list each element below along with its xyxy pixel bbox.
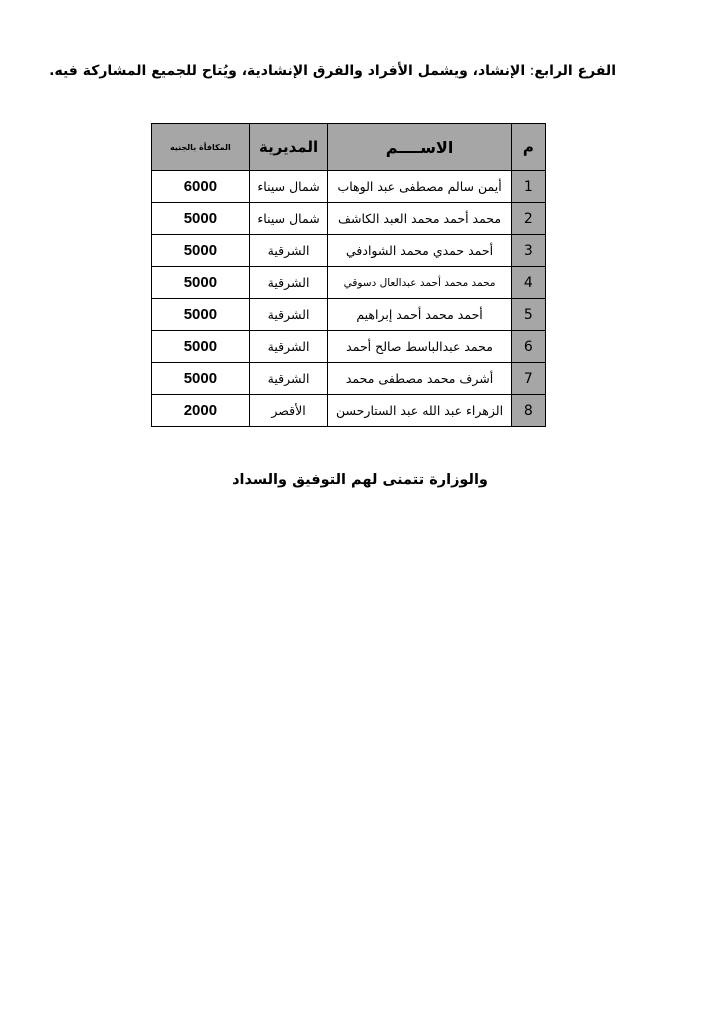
- row-number: 7: [511, 363, 545, 395]
- row-name: أيمن سالم مصطفى عبد الوهاب: [328, 171, 511, 203]
- header-directorate: المديرية: [249, 124, 328, 171]
- section-heading: [49, 58, 616, 84]
- row-name: محمد عبدالباسط صالح أحمد: [328, 331, 511, 363]
- row-number: 3: [511, 235, 545, 267]
- section-heading-label: الفرع الرابع: [534, 63, 616, 79]
- table-row: [152, 331, 546, 363]
- table-row: [152, 171, 546, 203]
- row-number: 2: [511, 203, 545, 235]
- row-directorate: الشرقية: [249, 235, 328, 267]
- row-prize: 5000: [152, 299, 250, 331]
- header-prize: المكافأة بالجنيه: [152, 124, 250, 171]
- header-number: م: [511, 124, 545, 171]
- row-name: محمد أحمد محمد العبد الكاشف: [328, 203, 511, 235]
- table-header-row: [152, 124, 546, 171]
- row-name: محمد محمد أحمد عبدالعال دسوقي: [328, 267, 511, 299]
- row-number: 8: [511, 395, 545, 427]
- winners-table: [151, 123, 546, 427]
- section-heading-text: الإنشاد، ويشمل الأفراد والفرق الإنشادية، ويُتاح للجميع المشاركة فيه.: [49, 63, 526, 79]
- row-prize: 5000: [152, 267, 250, 299]
- row-prize: 2000: [152, 395, 250, 427]
- table-row: [152, 363, 546, 395]
- row-number: 6: [511, 331, 545, 363]
- closing-statement: والوزارة تتمنى لهم التوفيق والسداد: [232, 472, 488, 488]
- row-name: أحمد حمدي محمد الشوادفي: [328, 235, 511, 267]
- row-directorate: الشرقية: [249, 299, 328, 331]
- table-row: [152, 395, 546, 427]
- row-directorate: شمال سيناء: [249, 203, 328, 235]
- row-directorate: الشرقية: [249, 331, 328, 363]
- row-number: 1: [511, 171, 545, 203]
- row-prize: 5000: [152, 331, 250, 363]
- row-number: 5: [511, 299, 545, 331]
- table-row: [152, 267, 546, 299]
- row-number: 4: [511, 267, 545, 299]
- row-name: أشرف محمد مصطفى محمد: [328, 363, 511, 395]
- table-row: [152, 299, 546, 331]
- row-name: الزهراء عبد الله عبد الستارحسن: [328, 395, 511, 427]
- row-directorate: الشرقية: [249, 267, 328, 299]
- table-row: [152, 203, 546, 235]
- row-prize: 5000: [152, 363, 250, 395]
- row-prize: 6000: [152, 171, 250, 203]
- table-row: [152, 235, 546, 267]
- header-name: الاســــم: [328, 124, 511, 171]
- section-heading-separator: :: [525, 63, 535, 79]
- row-directorate: شمال سيناء: [249, 171, 328, 203]
- row-directorate: الأقصر: [249, 395, 328, 427]
- row-prize: 5000: [152, 235, 250, 267]
- row-directorate: الشرقية: [249, 363, 328, 395]
- row-name: أحمد محمد أحمد إبراهيم: [328, 299, 511, 331]
- row-prize: 5000: [152, 203, 250, 235]
